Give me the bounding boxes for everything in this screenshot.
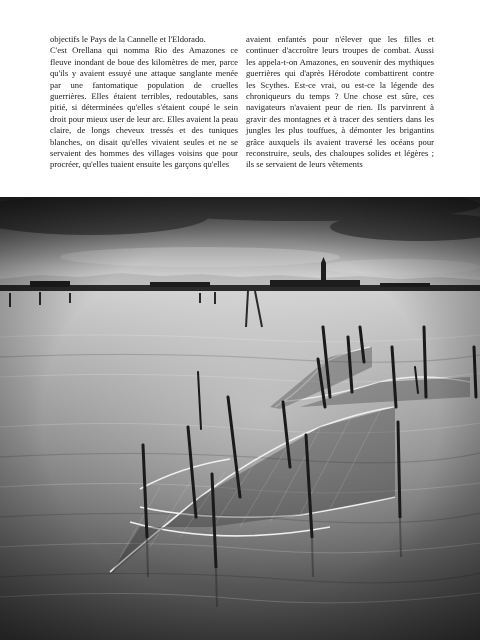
lagoon-photograph [0, 197, 480, 640]
lagoon-photo-illustration [0, 197, 480, 640]
paragraph-1: objectifs le Pays de la Cannelle et l'Eldorado. [50, 34, 206, 44]
article-column-right [246, 34, 434, 171]
paragraph-2: C'est Orellana qui nomma Rio des Amazones ce fleuve inondant de boue des kilomètres de mer, parce qu'ils y avaient essuyé une attaque sanglante menée par une fantomatique population de cruelles guerrières. Elles étaient terribles, redoutables, sans pitié, si déterminées qu'elles s'étaient coupé le sein droit pour mieux user de leur arc. Elles avaient la peau claire, de longs cheveux tressés et des tuniques blanches, on disait qu'elles vivaient seules et ne se servaient des hommes des villages voisins que pour procréer, qu'elles tuaient ensuite les garçons qu'elles [50, 45, 238, 170]
article-column-left [50, 34, 238, 171]
paragraph-3: avaient enfantés pour n'élever que les filles et continuer d'accroître leurs troupes de combat. Aussi les appela-t-on Amazones, en souvenir des mythiques guerrières qui d'après Hérodote combattirent contre les Scythes. Est-ce vrai, ou est-ce la légende des chroniqueurs du temps ? Une chose est sûre, ces navigateurs n'avaient peur de rien. Ils parvinrent à gravir des montagnes et à tracer des sentiers dans les jungles les plus touffues, à démonter les brigantins grâce auxquels ils avaient traversé les océans pour reconstruire, seuls, des chaloupes solides et légères ; ils se servaient de leurs vêtements [246, 34, 434, 170]
article-text-area [0, 0, 480, 196]
